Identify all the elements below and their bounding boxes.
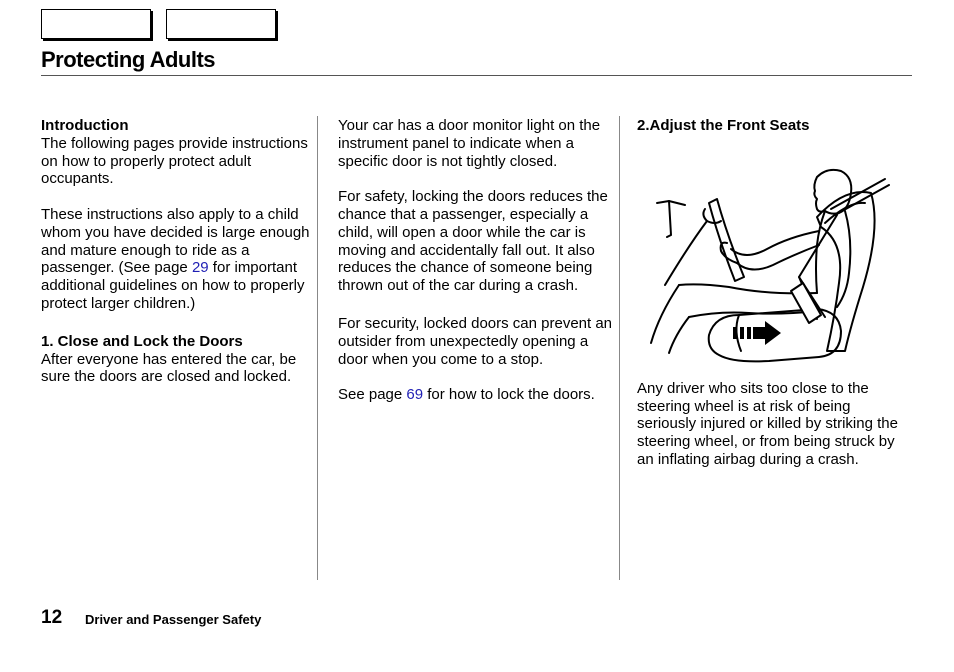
safety-text: For safety, locking the doors reduces the chance that a passenger, especially a child, will open a door while the car is moving and accidentally fall out. It also reduces the chance of someone being thrown out of the car during a crash.	[338, 188, 608, 295]
page-number: 12	[41, 607, 63, 628]
column-divider	[619, 116, 620, 580]
column-middle	[338, 117, 616, 404]
close-lock-heading: 1. Close and Lock the Doors	[41, 332, 243, 350]
next-page-button[interactable]	[166, 9, 276, 39]
section-label: Driver and Passenger Safety	[85, 612, 262, 627]
door-monitor-text: Your car has a door monitor light on the instrument panel to indicate when a specific door is not tightly closed.	[338, 117, 601, 170]
title-divider	[41, 75, 912, 76]
close-lock-text: After everyone has entered the car, be sure the doors are closed and locked.	[41, 350, 297, 386]
warning-text: Any driver who sits too close to the steering wheel is at risk of being seriously injured or killed by striking the steering wheel, or from being struck by an inflating airbag during a crash.	[637, 379, 898, 468]
introduction-text: The following pages provide instructions on how to properly protect adult occupants.	[41, 134, 308, 188]
column-right	[637, 117, 912, 469]
introduction-heading: Introduction	[41, 117, 129, 134]
page-69-link[interactable]: 69	[406, 386, 424, 404]
apply-text: These instructions also apply to a child whom you have decided is large enough and mature enough to ride as a passenger. (See page 29 for important additional guidelines on how to properly protect larger children.)	[41, 205, 310, 312]
previous-page-button[interactable]	[41, 9, 151, 39]
driver-seat-illustration-icon	[649, 165, 899, 370]
security-text: For security, locked doors can prevent an outsider from unexpectedly opening a door when you come to a stop.	[338, 314, 613, 368]
page-29-link[interactable]: 29	[191, 259, 209, 277]
adjust-seats-heading: 2.Adjust the Front Seats	[637, 117, 810, 134]
see-page-text: See page 69 for how to lock the doors.	[338, 386, 595, 404]
column-divider	[317, 116, 318, 580]
column-left	[41, 117, 315, 386]
page-title: Protecting Adults	[41, 47, 216, 72]
